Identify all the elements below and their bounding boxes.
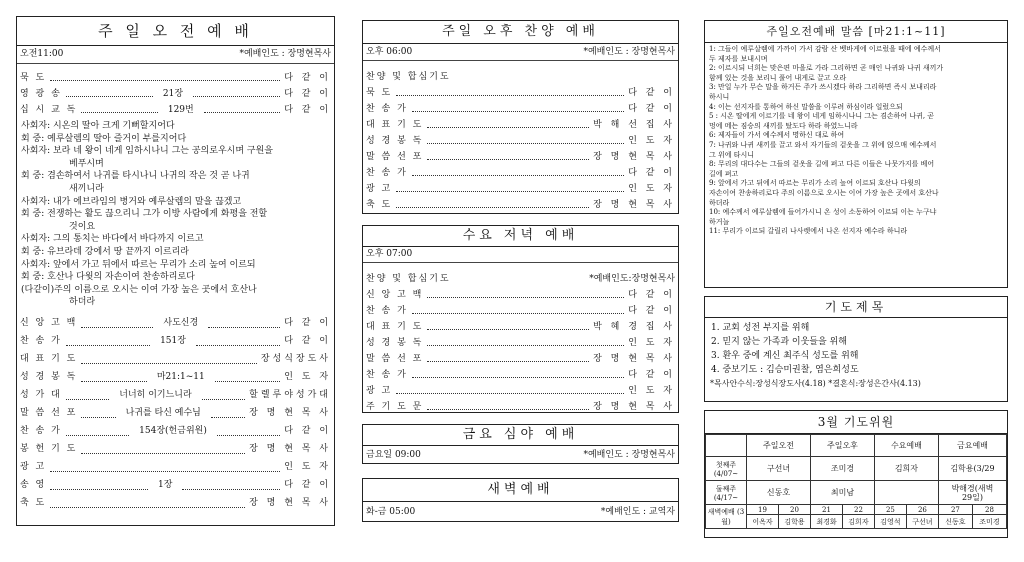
order-row: [17, 475, 334, 493]
dawn-name: 이옥자: [747, 515, 779, 529]
order-label: 광 고: [20, 462, 47, 473]
prayer-item: 2. 믿지 않는 가족과 이웃들을 위해: [711, 337, 847, 347]
verse-line: 그 위에 타시니: [709, 150, 755, 159]
order-row: [363, 195, 678, 211]
responsive-line: 사회자: 앞에서 가고 뒤에서 따르는 무리가 소리 높여 이르되: [21, 259, 256, 270]
leader-dots: [412, 313, 624, 314]
committee-header: 주일오전: [747, 435, 811, 457]
verse-line: 4: 이는 선지자를 통하여 하신 말씀을 이루려 하심이라 일렀으되: [709, 102, 903, 111]
morning-header: [17, 46, 334, 64]
dawn-name: 구선녀: [906, 515, 938, 529]
order-person: 다 같 이: [284, 104, 332, 115]
order-label: 대 표 기 도: [20, 354, 78, 365]
friday-time: 금요일 09:00: [366, 450, 421, 460]
order-row: [363, 83, 678, 99]
week2-cell: [938, 481, 1006, 505]
morning-title: 주 일 오 전 예 배: [17, 17, 334, 46]
order-label: 찬 송 가: [20, 336, 62, 347]
order-label: 주 기 도 문: [366, 401, 424, 412]
leader-dots: [81, 363, 256, 364]
morning-responsive-reading: [17, 116, 334, 309]
leader-dots: [412, 377, 624, 378]
leader-dots: [396, 393, 624, 394]
verse-line: 11: 무리가 이르되 갈릴리 나사렛에서 나온 선지자 예수라 하니라: [709, 227, 908, 236]
leader-dots: [427, 361, 589, 362]
dawn-time: 화-금 05:00: [366, 507, 416, 517]
prayer-title: 기도제목: [705, 297, 1007, 318]
leader-dots: [211, 417, 245, 418]
order-label: 영 광 송: [20, 88, 62, 99]
verse-line: 멍에 메는 짐승의 새끼를 탔도다 하라 하였느니라: [709, 121, 858, 130]
verse-line: 함께 있는 것을 보리니 풀어 내게로 끌고 오라: [709, 73, 847, 82]
order-label: 대 표 기 도: [366, 321, 424, 332]
order-label: 신 앙 고 백: [20, 318, 78, 329]
leader-dots: [193, 96, 280, 97]
week2-cell: 신동호: [747, 481, 811, 505]
verse-line: 6: 제자들이 가서 예수께서 명하신 대로 하여: [709, 131, 845, 140]
order-row: [363, 147, 678, 163]
order-person: 인 도 자: [284, 462, 331, 473]
order-person: 인 도 자: [284, 372, 332, 383]
week1-label: 첫째주 (4/07~: [706, 457, 747, 481]
committee-header: 수요예배: [874, 435, 938, 457]
leader-dots: [396, 207, 589, 208]
responsive-line: 회 중: 겸손하여서 나귀를 타시나니 나귀의 작은 것 곧 나귀: [21, 171, 250, 182]
leader-dots: [427, 345, 624, 346]
morning-service-panel: [16, 16, 335, 526]
order-row: [363, 163, 678, 179]
verse-line: 3: 만일 누가 무슨 말을 하거든 주가 쓰시겠다 하라 그리하면 즉시 보내리라: [709, 83, 937, 92]
week2-cell: [874, 481, 938, 505]
order-person: 할렐루야성가대: [249, 390, 331, 401]
leader-dots: [412, 111, 624, 112]
order-label: 십 시 교 독: [20, 104, 78, 115]
friday-title: 금요 심야 예배: [363, 425, 678, 446]
sermon-panel: [704, 20, 1008, 288]
leader-dots: [50, 507, 245, 508]
order-label: 말 씀 선 포: [20, 408, 78, 419]
verse-line: 9: 앞에서 가고 뒤에서 따르는 무리가 소리 높여 이르되 호산나 다윗의: [709, 179, 921, 188]
order-person: 인 도 자: [628, 337, 675, 348]
order-row: [363, 397, 678, 413]
dawn-name: 신동호: [938, 515, 972, 529]
order-label: 성 가 대: [20, 390, 62, 401]
wednesday-title: 수요 저녁 예배: [363, 226, 678, 247]
week2-cell: 최미남: [810, 481, 874, 505]
dawn-leader: *예배인도 : 교역자: [600, 507, 675, 517]
committee-corner: [706, 435, 747, 457]
order-person: 장 명 현 목 사: [249, 498, 331, 509]
dawn-date: 22: [842, 505, 874, 515]
order-detail: 나귀를 타신 예수님: [125, 408, 201, 419]
friday-service-panel: [362, 424, 679, 464]
order-row: [17, 349, 334, 367]
wednesday-header: [363, 247, 678, 263]
committee-panel: [704, 410, 1008, 538]
order-person: 다 같 이: [284, 426, 332, 437]
dawn-date: 27: [938, 505, 972, 515]
order-row: [17, 439, 334, 457]
order-person: 장 명 현 목 사: [593, 151, 675, 162]
leader-dots: [215, 381, 280, 382]
committee-header: 주일오후: [810, 435, 874, 457]
leader-dots: [66, 435, 129, 436]
prayer-items: [705, 318, 1007, 380]
order-row: [363, 115, 678, 131]
order-person: 다 같 이: [628, 87, 675, 98]
verse-line: 자손이여 찬송하리로다 주의 이름으로 오시는 이여 가장 높은 곳에서 호산나: [709, 188, 939, 197]
order-row: [17, 421, 334, 439]
verse-line: 두 제자를 보내시며: [709, 54, 768, 63]
order-row: [363, 381, 678, 397]
week1-cell: 구선녀: [747, 457, 811, 481]
responsive-line: 회 중: 호산나 다윗의 자손이여 찬송하리로다: [21, 272, 195, 283]
responsive-line: 베푸시며: [69, 158, 104, 169]
order-label: 찬양 및 합심기도: [366, 273, 451, 284]
order-person: 장 명 현 목 사: [249, 444, 331, 455]
order-label: 광 고: [366, 183, 393, 194]
responsive-line: 사회자: 시온의 딸아 크게 기뻐할지어다: [21, 121, 175, 131]
dawn-date: 28: [972, 505, 1006, 515]
verse-line: 하거늘: [709, 217, 730, 226]
dawn-date: 21: [810, 505, 842, 515]
morning-leader: *예배인도 : 장명현목사: [239, 49, 331, 59]
leader-dots: [204, 112, 280, 113]
afternoon-header: [363, 44, 678, 61]
order-person: 다 같 이: [628, 289, 675, 300]
order-row: [17, 68, 334, 84]
order-person: 인 도 자: [628, 385, 675, 396]
order-label: 봉 헌 기 도: [20, 444, 78, 455]
order-row: [17, 84, 334, 100]
afternoon-order: [363, 61, 678, 211]
order-person: 다 같 이: [284, 318, 332, 329]
order-row: [17, 331, 334, 349]
order-row: [363, 285, 678, 301]
leader-dots: [81, 417, 115, 418]
week1-cell: 김희자: [874, 457, 938, 481]
leader-dots: [50, 80, 280, 81]
sermon-verses: [705, 43, 1007, 239]
dawn-name: 김영석: [874, 515, 906, 529]
committee-title: 3월 기도위원: [705, 411, 1007, 434]
order-label: 찬 송 가: [366, 305, 408, 316]
order-label: 찬 송 가: [20, 426, 62, 437]
order-detail: 사도신경: [163, 318, 199, 329]
order-row: [17, 313, 334, 331]
dawn-date: 25: [874, 505, 906, 515]
leader-dots: [396, 191, 624, 192]
order-row: [363, 365, 678, 381]
order-person: 박 혜 경 집 사: [593, 321, 675, 332]
order-label: 송 영: [20, 480, 47, 491]
leader-dots: [396, 95, 624, 96]
order-person: 다 같 이: [284, 480, 332, 491]
order-row: [363, 131, 678, 147]
afternoon-time: 오후 06:00: [366, 47, 413, 57]
order-detail: 151장: [160, 336, 186, 347]
order-row: [17, 367, 334, 385]
prayer-item: 1. 교회 성전 부지를 위해: [711, 323, 810, 333]
responsive-line: 새끼니라: [69, 183, 104, 194]
leader-dots: [427, 329, 589, 330]
dawn-title: 새벽예배: [363, 479, 678, 502]
order-label: 축 도: [20, 498, 47, 509]
morning-time: 오전11:00: [20, 49, 64, 59]
order-label: 대 표 기 도: [366, 119, 424, 130]
dawn-date: 19: [747, 505, 779, 515]
order-row: [363, 269, 678, 285]
committee-header: 금요예배: [938, 435, 1006, 457]
leader-dots: [50, 471, 280, 472]
leader-dots: [427, 159, 589, 160]
week2-friday: 박해경(새벽: [951, 483, 994, 493]
order-person: 다 같 이: [628, 103, 675, 114]
order-row: [17, 493, 334, 511]
dawn-date: 20: [778, 505, 810, 515]
order-row: [17, 100, 334, 116]
order-label: 찬양 및 합심기도: [366, 71, 451, 82]
responsive-line: 하더라: [69, 297, 96, 308]
week2-friday-extra: 29일): [961, 492, 983, 502]
responsive-line: (다같이)주의 이름으로 오시는 이여 가장 높은 곳에서 호산나: [21, 284, 257, 295]
responsive-line: 사회자: 내가 에브라임의 병거와 예루살렘의 말을 끊겠고: [21, 196, 242, 207]
dawn-header: [363, 502, 678, 522]
leader-dots: [208, 327, 280, 328]
order-detail: 21장: [162, 88, 184, 99]
leader-dots: [66, 345, 150, 346]
dawn-committee-label: 새벽예배 (3월): [706, 505, 747, 529]
verse-line: 하더라: [709, 198, 730, 207]
order-row: [363, 179, 678, 195]
week1-cell: 조미경: [810, 457, 874, 481]
leader-dots: [81, 327, 153, 328]
wednesday-time: 오후 07:00: [366, 249, 413, 259]
leader-dots: [217, 435, 280, 436]
order-detail: 154장(헌금위원): [139, 426, 207, 437]
order-person: 인 도 자: [628, 135, 675, 146]
responsive-line: 사회자: 보라 네 왕이 네게 임하시나니 그는 공의로우시며 구원을: [21, 146, 273, 157]
order-row: [17, 385, 334, 403]
leader-dots: [66, 399, 109, 400]
order-row: [17, 457, 334, 475]
responsive-line: 회 중: 예루살렘의 딸아 즐거이 부를지어다: [21, 133, 187, 144]
dawn-name: 김희자: [842, 515, 874, 529]
verse-line: 1: 그들이 예루살렘에 가까이 가서 감람 산 벳바게에 이르렀을 때에 예수께서: [709, 45, 941, 53]
committee-table: [705, 434, 1007, 529]
order-label: 찬 송 가: [366, 167, 408, 178]
dawn-name: 최경화: [810, 515, 842, 529]
dawn-date: 26: [906, 505, 938, 515]
verse-line: 8: 무리의 대다수는 그들의 겉옷을 길에 펴고 다른 이들은 나뭇가지를 베어: [709, 160, 935, 169]
morning-order-bottom: [17, 309, 334, 511]
order-person: 장성식장도사: [260, 354, 331, 365]
prayer-item: 4. 중보기도 : 김승미권찰, 염은희성도: [711, 365, 859, 375]
order-label: 성 경 봉 독: [20, 372, 78, 383]
order-row: [363, 99, 678, 115]
order-person: 인 도 자: [628, 183, 675, 194]
order-detail: 너너히 이기느니라: [119, 390, 192, 401]
friday-header: [363, 446, 678, 464]
leader-dots: [81, 381, 146, 382]
responsive-line: 것이요: [69, 221, 96, 232]
afternoon-service-panel: [362, 20, 679, 214]
order-row: [363, 67, 678, 83]
order-label: 성 경 봉 독: [366, 135, 424, 146]
order-label: 신 앙 고 백: [366, 289, 424, 300]
order-detail: 129번: [167, 104, 194, 115]
order-person: 다 같 이: [628, 369, 675, 380]
leader-dots: [182, 489, 280, 490]
leader-dots: [427, 143, 624, 144]
order-label: 묵 도: [20, 72, 47, 83]
verse-line: 길에 펴고: [709, 169, 739, 178]
leader-dots: [66, 96, 153, 97]
order-person: 다 같 이: [628, 305, 675, 316]
verse-line: 2: 이르시되 너희는 맞은편 마을로 가라 그리하면 곧 매인 나귀와 나귀 새끼가: [709, 64, 944, 73]
prayer-note: *목사안수식:장성식장도사(4.18) *결혼식:장성은간사(4.13): [710, 379, 921, 388]
leader-dots: [427, 127, 589, 128]
leader-dots: [196, 345, 280, 346]
week1-cell: 김학용(3/29: [938, 457, 1006, 481]
order-label: 찬 송 가: [366, 103, 408, 114]
leader-dots: [50, 489, 148, 490]
order-label: 광 고: [366, 385, 393, 396]
verse-line: 하시니: [709, 92, 730, 101]
order-label: 말 씀 선 포: [366, 151, 424, 162]
dawn-name: 조미경: [972, 515, 1006, 529]
order-row: [363, 349, 678, 365]
leader-dots: [412, 175, 624, 176]
leader-dots: [427, 297, 624, 298]
afternoon-leader: *예배인도 : 장명현목사: [583, 47, 675, 57]
order-person: 장 명 현 목 사: [593, 199, 675, 210]
responsive-line: 사회자: 그의 통치는 바다에서 바다까지 이르고: [21, 234, 204, 245]
week2-label: 둘째주 (4/17~: [706, 481, 747, 505]
leader-dots: [427, 409, 589, 410]
wednesday-service-panel: [362, 225, 679, 413]
morning-order-top: [17, 64, 334, 116]
dawn-name: 김학용: [778, 515, 810, 529]
order-person: 장 명 현 목 사: [593, 353, 675, 364]
order-label: 찬 송 가: [366, 369, 408, 380]
verse-line: 5 : 시온 딸에게 이르기를 네 왕이 네게 임하시나니 그는 겸손하여 나귀, 곧: [709, 112, 935, 121]
wednesday-order: [363, 263, 678, 413]
dawn-service-panel: [362, 478, 679, 522]
prayer-item: 3. 환우 중에 계신 최주식 성도를 위해: [711, 351, 859, 361]
order-row: [363, 317, 678, 333]
order-person: 박 해 선 집 사: [593, 119, 675, 130]
order-detail: 1장: [158, 480, 173, 491]
leader-dots: [202, 399, 245, 400]
order-person: *예배인도:장명현목사: [589, 273, 675, 284]
order-row: [17, 403, 334, 421]
friday-leader: *예배인도 : 장명현목사: [583, 450, 675, 460]
leader-dots: [81, 453, 245, 454]
order-label: 축 도: [366, 199, 393, 210]
responsive-line: 회 중: 전쟁하는 활도 끊으리니 그가 이방 사람에게 화평을 전할: [21, 209, 268, 220]
order-row: [363, 301, 678, 317]
order-person: 다 같 이: [284, 336, 331, 347]
sermon-title: 주일오전예배 말씀 [마21:1~11]: [705, 21, 1007, 43]
order-person: 다 같 이: [284, 88, 331, 99]
order-label: 성 경 봉 독: [366, 337, 424, 348]
verse-line: 10: 예수께서 예루살렘에 들어가시니 온 성이 소동하여 이르되 이는 누구냐: [709, 208, 937, 217]
order-person: 장 명 현 목 사: [249, 408, 331, 419]
order-label: 묵 도: [366, 87, 393, 98]
order-person: 장 명 현 목 사: [593, 401, 675, 412]
order-detail: 마21:1~11: [156, 372, 205, 383]
responsive-line: 회 중: 유브라데 강에서 땅 끝까지 이르리라: [21, 246, 189, 257]
order-label: 말 씀 선 포: [366, 353, 424, 364]
leader-dots: [81, 112, 157, 113]
order-person: 다 같 이: [284, 72, 331, 83]
order-person: 다 같 이: [628, 167, 675, 178]
afternoon-title: 주일 오후 찬양 예배: [363, 21, 678, 44]
order-row: [363, 333, 678, 349]
verse-line: 7: 나귀와 나귀 새끼를 끌고 와서 자기들의 겉옷을 그 위에 얹으매 예수께서: [709, 140, 937, 149]
